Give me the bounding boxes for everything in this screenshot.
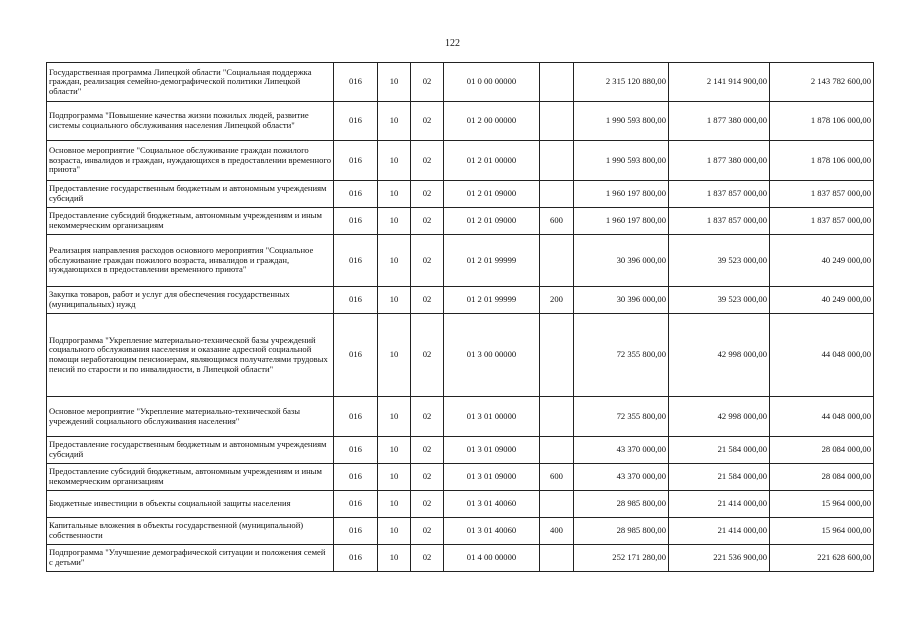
amount-year-2-cell: 1 877 380 000,00 <box>669 102 770 141</box>
table-row <box>47 397 874 437</box>
amount-year-2-cell: 1 837 857 000,00 <box>669 208 770 235</box>
ministry-code-cell: 016 <box>334 208 378 235</box>
amount-year-2-cell: 42 998 000,00 <box>669 314 770 397</box>
table-row <box>47 518 874 545</box>
ministry-code-cell: 016 <box>334 437 378 464</box>
row-name-cell: Государственная программа Липецкой области "Социальная поддержка граждан, реализация семейно-демографической политики Липецкой области" <box>47 63 334 102</box>
amount-year-2-cell: 1 837 857 000,00 <box>669 181 770 208</box>
amount-year-1-cell: 1 960 197 800,00 <box>574 208 669 235</box>
amount-year-1-cell: 1 990 593 800,00 <box>574 141 669 181</box>
section-code-cell: 10 <box>378 235 411 287</box>
section-code-cell: 10 <box>378 545 411 572</box>
table-row <box>47 545 874 572</box>
expense-type-cell <box>540 102 574 141</box>
expense-type-cell <box>540 235 574 287</box>
ministry-code-cell: 016 <box>334 464 378 491</box>
amount-year-2-cell: 39 523 000,00 <box>669 287 770 314</box>
amount-year-3-cell: 15 964 000,00 <box>770 491 874 518</box>
row-name-cell: Предоставление государственным бюджетным и автономным учреждениям субсидий <box>47 437 334 464</box>
table-row <box>47 437 874 464</box>
amount-year-1-cell: 28 985 800,00 <box>574 491 669 518</box>
amount-year-3-cell: 15 964 000,00 <box>770 518 874 545</box>
target-article-cell: 01 2 01 09000 <box>444 181 540 208</box>
ministry-code-cell: 016 <box>334 397 378 437</box>
amount-year-2-cell: 221 536 900,00 <box>669 545 770 572</box>
amount-year-3-cell: 1 878 106 000,00 <box>770 102 874 141</box>
amount-year-2-cell: 21 414 000,00 <box>669 491 770 518</box>
expense-type-cell: 400 <box>540 518 574 545</box>
amount-year-3-cell: 28 084 000,00 <box>770 464 874 491</box>
expense-type-cell: 600 <box>540 208 574 235</box>
target-article-cell: 01 3 01 00000 <box>444 397 540 437</box>
amount-year-2-cell: 21 584 000,00 <box>669 464 770 491</box>
expense-type-cell: 600 <box>540 464 574 491</box>
table-row <box>47 208 874 235</box>
table-row <box>47 464 874 491</box>
table-row <box>47 63 874 102</box>
amount-year-1-cell: 28 985 800,00 <box>574 518 669 545</box>
subsection-code-cell: 02 <box>411 235 444 287</box>
page-number: 122 <box>445 38 460 49</box>
section-code-cell: 10 <box>378 518 411 545</box>
amount-year-2-cell: 39 523 000,00 <box>669 235 770 287</box>
target-article-cell: 01 3 01 40060 <box>444 518 540 545</box>
ministry-code-cell: 016 <box>334 518 378 545</box>
budget-table-body <box>47 63 874 572</box>
subsection-code-cell: 02 <box>411 181 444 208</box>
amount-year-1-cell: 1 960 197 800,00 <box>574 181 669 208</box>
target-article-cell: 01 2 01 99999 <box>444 287 540 314</box>
table-row <box>47 102 874 141</box>
section-code-cell: 10 <box>378 437 411 464</box>
amount-year-1-cell: 43 370 000,00 <box>574 464 669 491</box>
row-name-cell: Основное мероприятие "Социальное обслуживание граждан пожилого возраста, инвалидов и граждан, нуждающихся в предоставлении временного приюта" <box>47 141 334 181</box>
target-article-cell: 01 2 01 99999 <box>444 235 540 287</box>
row-name-cell: Предоставление субсидий бюджетным, автономным учреждениям и иным некоммерческим организациям <box>47 464 334 491</box>
amount-year-1-cell: 2 315 120 880,00 <box>574 63 669 102</box>
amount-year-3-cell: 40 249 000,00 <box>770 287 874 314</box>
expense-type-cell <box>540 63 574 102</box>
target-article-cell: 01 2 01 09000 <box>444 208 540 235</box>
amount-year-2-cell: 2 141 914 900,00 <box>669 63 770 102</box>
amount-year-3-cell: 40 249 000,00 <box>770 235 874 287</box>
amount-year-3-cell: 44 048 000,00 <box>770 314 874 397</box>
table-row <box>47 491 874 518</box>
target-article-cell: 01 3 01 40060 <box>444 491 540 518</box>
subsection-code-cell: 02 <box>411 518 444 545</box>
amount-year-1-cell: 72 355 800,00 <box>574 314 669 397</box>
amount-year-2-cell: 1 877 380 000,00 <box>669 141 770 181</box>
row-name-cell: Капитальные вложения в объекты государственной (муниципальной) собственности <box>47 518 334 545</box>
section-code-cell: 10 <box>378 63 411 102</box>
target-article-cell: 01 3 00 00000 <box>444 314 540 397</box>
section-code-cell: 10 <box>378 181 411 208</box>
subsection-code-cell: 02 <box>411 141 444 181</box>
budget-table <box>46 62 874 572</box>
amount-year-3-cell: 1 837 857 000,00 <box>770 181 874 208</box>
expense-type-cell <box>540 314 574 397</box>
table-row <box>47 287 874 314</box>
expense-type-cell <box>540 397 574 437</box>
subsection-code-cell: 02 <box>411 63 444 102</box>
row-name-cell: Основное мероприятие "Укрепление материально-технической базы учреждений социального обслуживания населения" <box>47 397 334 437</box>
target-article-cell: 01 0 00 00000 <box>444 63 540 102</box>
amount-year-1-cell: 43 370 000,00 <box>574 437 669 464</box>
ministry-code-cell: 016 <box>334 287 378 314</box>
expense-type-cell: 200 <box>540 287 574 314</box>
target-article-cell: 01 4 00 00000 <box>444 545 540 572</box>
row-name-cell: Предоставление субсидий бюджетным, автономным учреждениям и иным некоммерческим организациям <box>47 208 334 235</box>
subsection-code-cell: 02 <box>411 464 444 491</box>
ministry-code-cell: 016 <box>334 141 378 181</box>
section-code-cell: 10 <box>378 102 411 141</box>
section-code-cell: 10 <box>378 141 411 181</box>
subsection-code-cell: 02 <box>411 102 444 141</box>
row-name-cell: Подпрограмма "Улучшение демографической ситуации и положения семей с детьми" <box>47 545 334 572</box>
amount-year-2-cell: 21 414 000,00 <box>669 518 770 545</box>
subsection-code-cell: 02 <box>411 397 444 437</box>
subsection-code-cell: 02 <box>411 287 444 314</box>
amount-year-1-cell: 30 396 000,00 <box>574 235 669 287</box>
ministry-code-cell: 016 <box>334 545 378 572</box>
subsection-code-cell: 02 <box>411 437 444 464</box>
target-article-cell: 01 3 01 09000 <box>444 437 540 464</box>
section-code-cell: 10 <box>378 491 411 518</box>
row-name-cell: Подпрограмма "Повышение качества жизни пожилых людей, развитие системы социального обслуживания населения Липецкой области" <box>47 102 334 141</box>
table-row <box>47 235 874 287</box>
amount-year-1-cell: 1 990 593 800,00 <box>574 102 669 141</box>
ministry-code-cell: 016 <box>334 491 378 518</box>
ministry-code-cell: 016 <box>334 102 378 141</box>
subsection-code-cell: 02 <box>411 208 444 235</box>
amount-year-1-cell: 72 355 800,00 <box>574 397 669 437</box>
subsection-code-cell: 02 <box>411 491 444 518</box>
row-name-cell: Предоставление государственным бюджетным и автономным учреждениям субсидий <box>47 181 334 208</box>
amount-year-3-cell: 2 143 782 600,00 <box>770 63 874 102</box>
amount-year-1-cell: 30 396 000,00 <box>574 287 669 314</box>
amount-year-3-cell: 1 837 857 000,00 <box>770 208 874 235</box>
expense-type-cell <box>540 181 574 208</box>
row-name-cell: Бюджетные инвестиции в объекты социальной защиты населения <box>47 491 334 518</box>
expense-type-cell <box>540 437 574 464</box>
row-name-cell: Подпрограмма "Укрепление материально-технической базы учреждений социального обслуживания населения и оказание адресной социальной помощи неработающим пенсионерам, являющимся получателями трудовых пенсий по старости и по инвалидности, в Липецкой области" <box>47 314 334 397</box>
amount-year-3-cell: 1 878 106 000,00 <box>770 141 874 181</box>
amount-year-3-cell: 28 084 000,00 <box>770 437 874 464</box>
ministry-code-cell: 016 <box>334 181 378 208</box>
target-article-cell: 01 3 01 09000 <box>444 464 540 491</box>
target-article-cell: 01 2 01 00000 <box>444 141 540 181</box>
section-code-cell: 10 <box>378 314 411 397</box>
row-name-cell: Закупка товаров, работ и услуг для обеспечения государственных (муниципальных) нужд <box>47 287 334 314</box>
target-article-cell: 01 2 00 00000 <box>444 102 540 141</box>
subsection-code-cell: 02 <box>411 545 444 572</box>
section-code-cell: 10 <box>378 287 411 314</box>
row-name-cell: Реализация направления расходов основного мероприятия "Социальное обслуживание граждан пожилого возраста, инвалидов и граждан, нуждающихся в предоставлении временного приюта" <box>47 235 334 287</box>
section-code-cell: 10 <box>378 397 411 437</box>
amount-year-2-cell: 21 584 000,00 <box>669 437 770 464</box>
section-code-cell: 10 <box>378 208 411 235</box>
ministry-code-cell: 016 <box>334 314 378 397</box>
table-row <box>47 314 874 397</box>
amount-year-1-cell: 252 171 280,00 <box>574 545 669 572</box>
amount-year-2-cell: 42 998 000,00 <box>669 397 770 437</box>
expense-type-cell <box>540 545 574 572</box>
expense-type-cell <box>540 491 574 518</box>
ministry-code-cell: 016 <box>334 63 378 102</box>
section-code-cell: 10 <box>378 464 411 491</box>
amount-year-3-cell: 44 048 000,00 <box>770 397 874 437</box>
subsection-code-cell: 02 <box>411 314 444 397</box>
expense-type-cell <box>540 141 574 181</box>
ministry-code-cell: 016 <box>334 235 378 287</box>
amount-year-3-cell: 221 628 600,00 <box>770 545 874 572</box>
table-row <box>47 181 874 208</box>
table-row <box>47 141 874 181</box>
